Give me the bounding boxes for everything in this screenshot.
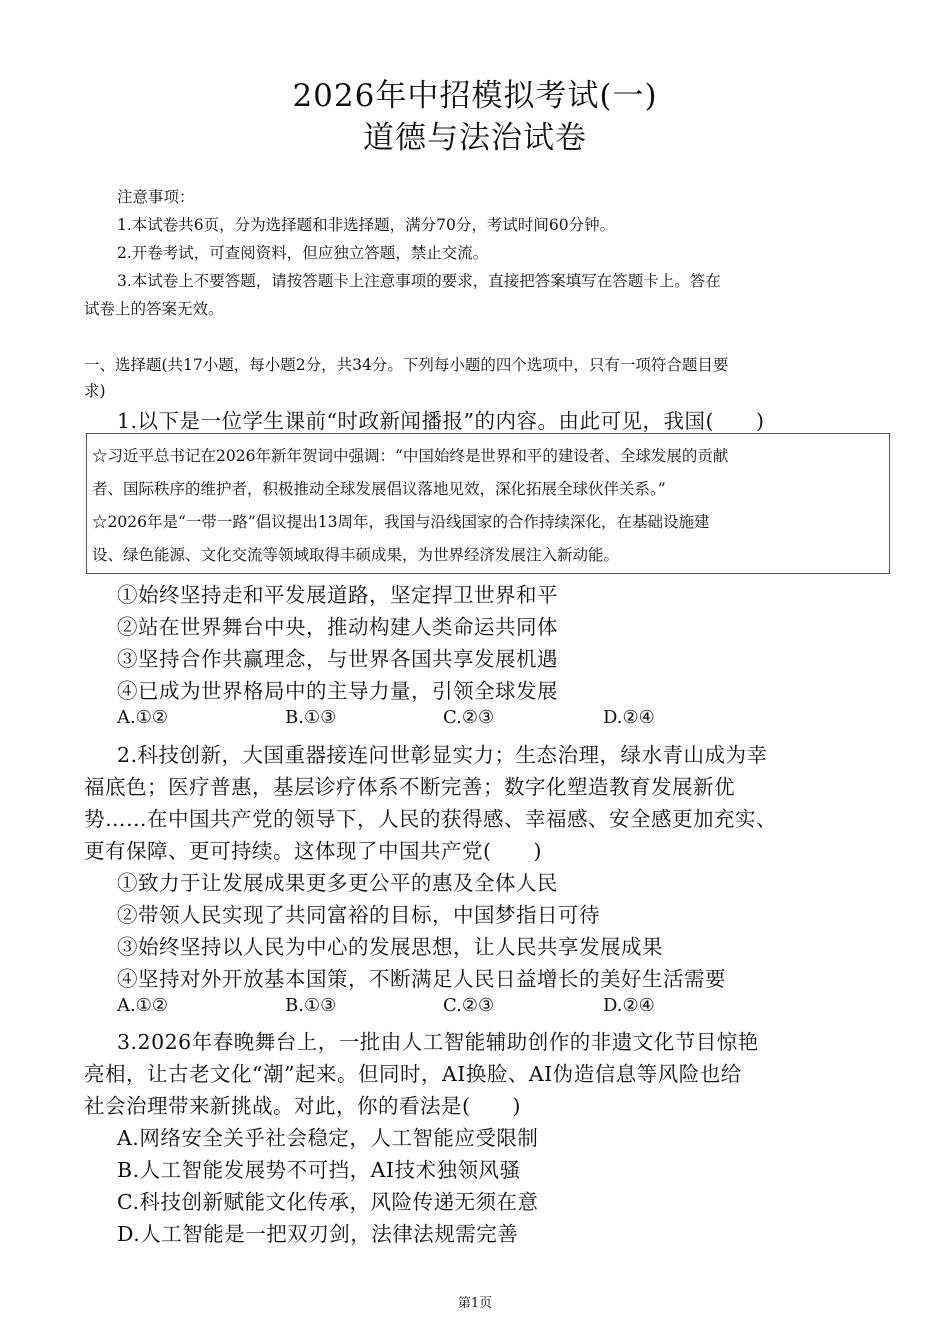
q1-item-2: ②站在世界舞台中央，推动构建人类命运共同体 (117, 615, 558, 639)
q2-item-4: ④坚持对外开放基本国策，不断满足人民日益增长的美好生活需要 (117, 967, 726, 991)
page-number: 第1页 (457, 1296, 493, 1311)
q1-item-4: ④已成为世界格局中的主导力量，引领全球发展 (117, 679, 558, 703)
q1-box-line: 者、国际秩序的维护者，积极推动全球发展倡议落地见效，深化拓展全球伙伴关系。” (92, 480, 666, 498)
q2-option-d: D.②④ (603, 995, 655, 1016)
note-3-line1: 3.本试卷上不要答题，请按答题卡上注意事项的要求，直接把答案填写在答题卡上。答在 (117, 272, 721, 290)
q3-option-d: D.人工智能是一把双刃剑，法律法规需完善 (117, 1222, 519, 1246)
q2-stem-line3: 势……在中国共产党的领导下，人民的获得感、幸福感、安全感更加充实、 (84, 807, 777, 831)
q1-item-3: ③坚持合作共赢理念，与世界各国共享发展机遇 (117, 647, 558, 671)
q3-option-c: C.科技创新赋能文化传承，风险传递无须在意 (117, 1190, 539, 1214)
q2-item-3: ③始终坚持以人民为中心的发展思想，让人民共享发展成果 (117, 935, 663, 959)
q1-option-a: A.①② (117, 707, 168, 728)
section-heading-line1: 一、选择题(共17小题，每小题2分，共34分。下列每小题的四个选项中，只有一项符合题目要 (84, 356, 729, 374)
q2-stem-line2: 福底色；医疗普惠，基层诊疗体系不断完善；数字化塑造教育发展新优 (84, 775, 735, 799)
q2-item-1: ①致力于让发展成果更多更公平的惠及全体人民 (117, 871, 558, 895)
section-heading-line2: 求) (84, 382, 106, 400)
q3-stem-line2: 亮相，让古老文化“潮”起来。但同时，AI换脸、AI伪造信息等风险也给 (84, 1062, 742, 1086)
q1-news-box (86, 433, 890, 574)
q2-option-c: C.②③ (443, 995, 495, 1016)
q1-option-b: B.①③ (285, 707, 337, 728)
q1-item-1: ①始终坚持走和平发展道路，坚定捍卫世界和平 (117, 583, 558, 607)
q2-item-2: ②带领人民实现了共同富裕的目标，中国梦指日可待 (117, 903, 600, 927)
note-1: 1.本试卷共6页，分为选择题和非选择题，满分70分，考试时间60分钟。 (117, 216, 616, 234)
exam-title: 2026年中招模拟考试(一) (292, 78, 658, 114)
q2-option-b: B.①③ (285, 995, 337, 1016)
q3-stem-line1: 3.2026年春晚舞台上，一批由人工智能辅助创作的非遗文化节目惊艳 (117, 1030, 759, 1054)
q1-box-line: ☆2026年是“一带一路”倡议提出13周年，我国与沿线国家的合作持续深化，在基础设施建 (92, 513, 710, 531)
q1-option-c: C.②③ (443, 707, 495, 728)
note-3-line2: 试卷上的答案无效。 (84, 300, 224, 318)
q3-option-b: B.人工智能发展势不可挡，AI技术独领风骚 (117, 1158, 521, 1182)
notes-heading: 注意事项： (117, 188, 195, 206)
q1-option-d: D.②④ (603, 707, 655, 728)
q1-box-line: ☆习近平总书记在2026年新年贺词中强调：“中国始终是世界和平的建设者、全球发展的贡献 (92, 447, 729, 465)
q2-option-a: A.①② (117, 995, 168, 1016)
q1-stem: 1.以下是一位学生课前“时政新闻播报”的内容。由此可见，我国( ) (117, 409, 765, 433)
q1-box-line: 设、绿色能源、文化交流等领域取得丰硕成果，为世界经济发展注入新动能。 (92, 546, 620, 564)
note-2: 2.开卷考试，可查阅资料，但应独立答题，禁止交流。 (117, 244, 489, 262)
q2-stem-line4: 更有保障、更可持续。这体现了中国共产党( ) (84, 839, 542, 863)
q2-stem-line1: 2.科技创新，大国重器接连问世彰显实力；生态治理，绿水青山成为幸 (117, 743, 768, 767)
q3-option-a: A.网络安全关乎社会稳定，人工智能应受限制 (117, 1126, 539, 1150)
q3-stem-line3: 社会治理带来新挑战。对此，你的看法是( ) (84, 1094, 521, 1118)
exam-subject: 道德与法治试卷 (363, 120, 587, 156)
